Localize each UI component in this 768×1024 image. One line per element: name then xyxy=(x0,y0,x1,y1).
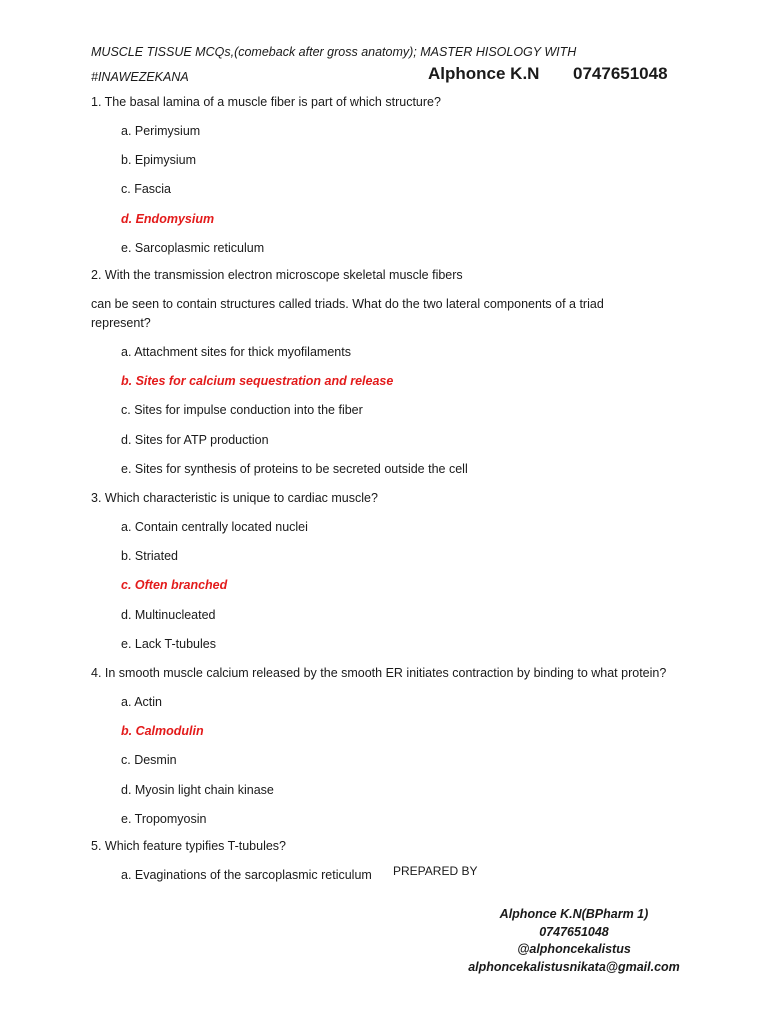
answer-option: a. Evaginations of the sarcoplasmic reticulum xyxy=(121,868,372,882)
answer-option: c. Fascia xyxy=(121,182,172,197)
answer-option: d. Sites for ATP production xyxy=(121,432,269,447)
question-text: 2. With the transmission electron microscope skeletal muscle fibers xyxy=(91,268,463,282)
header-phone: 0747651048 xyxy=(573,64,668,83)
answer-option: c. Desmin xyxy=(121,753,177,768)
question-text: 3. Which characteristic is unique to cardiac muscle? xyxy=(91,491,378,505)
answer-option: d. Myosin light chain kinase xyxy=(121,782,274,797)
header-author: Alphonce K.N xyxy=(428,64,540,83)
question-text-continued: represent? xyxy=(91,316,151,330)
answer-option: e. Sites for synthesis of proteins to be secreted outside the cell xyxy=(121,461,468,476)
answer-option: e. Lack T-tubules xyxy=(121,636,216,651)
answer-option: a. Attachment sites for thick myofilaments xyxy=(121,345,351,359)
footer-handle: @alphoncekalistus xyxy=(517,942,631,956)
question-text: 1. The basal lamina of a muscle fiber is part of which structure? xyxy=(91,95,441,109)
answer-option: e. Tropomyosin xyxy=(121,811,207,826)
answer-option: a. Contain centrally located nuclei xyxy=(121,520,308,534)
footer-name: Alphonce K.N(BPharm 1) xyxy=(499,907,649,921)
answer-option: a. Perimysium xyxy=(121,124,201,138)
correct-answer-option: c. Often branched xyxy=(121,578,228,593)
answer-option: b. Striated xyxy=(121,549,178,564)
question-text: 4. In smooth muscle calcium released by the smooth ER initiates contraction by binding to what protein? xyxy=(91,666,667,680)
correct-answer-option: b. Sites for calcium sequestration and release xyxy=(121,374,394,389)
header-line-1: MUSCLE TISSUE MCQs,(comeback after gross anatomy); MASTER HISOLOGY WITH xyxy=(91,45,577,59)
footer-prepared-by: PREPARED BY xyxy=(393,864,478,878)
answer-option: c. Sites for impulse conduction into the fiber xyxy=(121,403,363,418)
answer-option: d. Multinucleated xyxy=(121,607,216,622)
footer-phone: 0747651048 xyxy=(539,925,609,939)
question-text: 5. Which feature typifies T-tubules? xyxy=(91,839,287,853)
correct-answer-option: d. Endomysium xyxy=(121,211,215,226)
answer-option: e. Sarcoplasmic reticulum xyxy=(121,240,265,255)
answer-option: a. Actin xyxy=(121,695,162,709)
answer-option: b. Epimysium xyxy=(121,153,197,168)
footer-email: alphoncekalistusnikata@gmail.com xyxy=(468,960,680,974)
question-text-continued: can be seen to contain structures called triads. What do the two lateral components of a triad xyxy=(91,297,604,311)
header-line-2: #INAWEZEKANA xyxy=(91,70,189,84)
correct-answer-option: b. Calmodulin xyxy=(121,724,204,739)
